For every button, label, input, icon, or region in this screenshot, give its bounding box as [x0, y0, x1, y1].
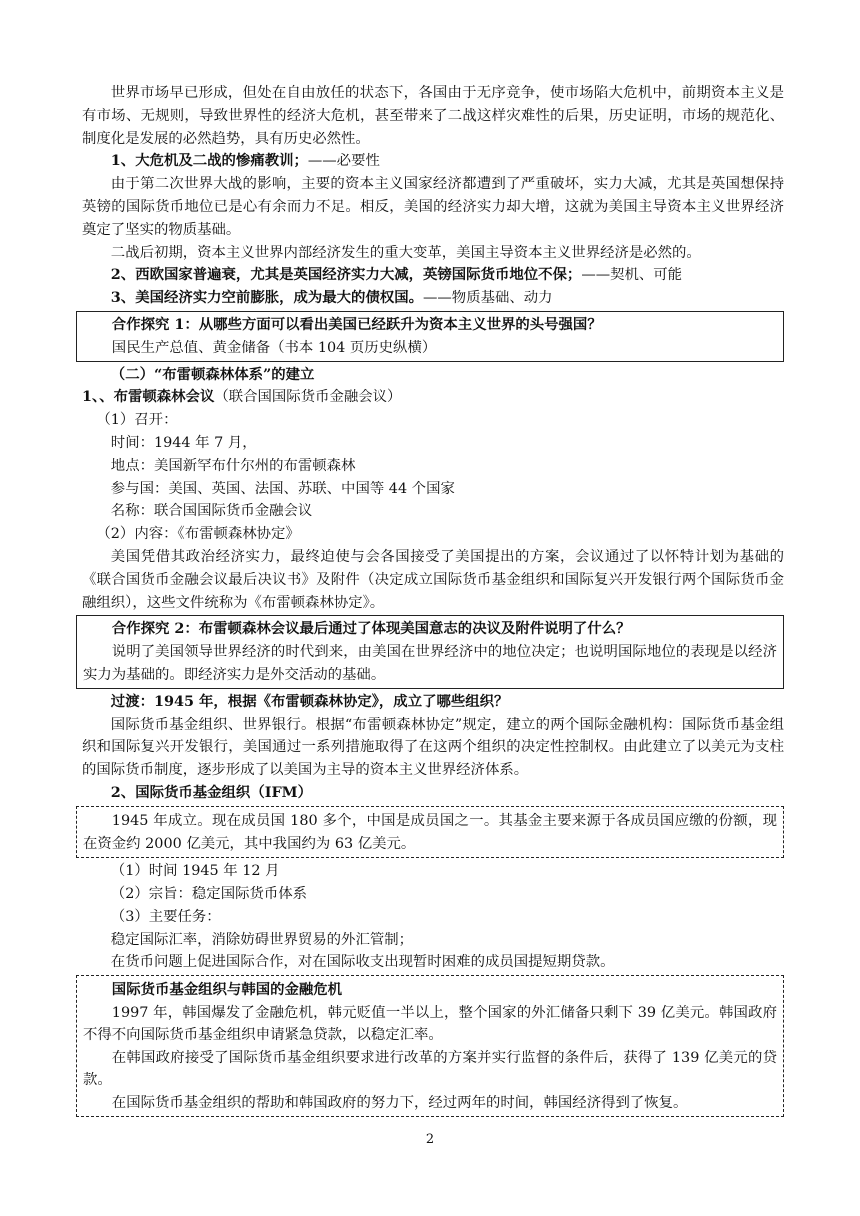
imf-tasks: （3）主要任务：	[110, 908, 221, 925]
section-2-sub1-bold: 1、、布雷顿森林会议	[82, 388, 215, 406]
heading-3	[82, 287, 784, 310]
explore-1-answer: 国民生产总值、黄金储备（书本 104 页历史纵横）	[111, 339, 437, 356]
convene-label: （1）召开：	[96, 412, 178, 429]
explore-box-1	[76, 311, 784, 362]
transition-question: 过渡：1945 年，根据《布雷顿森林协定》，成立了哪些组织？	[110, 692, 509, 710]
intro-paragraph: 世界市场早已形成，但处在自由放任的状态下，各国由于无序竞争，使市场陷大危机中，前期资本主义是有市场、无规则，导致世界性的经济大危机，甚至带来了二战这样灾难性的后果，历史证明，市场的规范化、制度化是发展的必然趋势，具有历史必然性。	[82, 85, 784, 147]
imf-note-box	[76, 806, 784, 859]
content-text: 美国凭借其政治经济实力，最终迫使与会各国接受了美国提出的方案，会议通过了以怀特计划为基础的《联合国货币金融会议最后决议书》及附件（决定成立国际货币基金组织和国际复兴开发银行两个国际货币金融组织），这些文件统称为《布雷顿森林协定》。	[82, 548, 784, 611]
content-label-bold: （2）内容：	[96, 526, 178, 543]
imf-title: 2、国际货币基金组织（IFM）	[110, 783, 312, 801]
korea-paragraph-1: 1997 年，韩国爆发了金融危机，韩元贬值一半以上，整个国家的外汇储备只剩下 39 亿美元。韩国政府不得不向国际货币基金组织申请紧急贷款，以稳定汇率。	[83, 1004, 777, 1044]
heading-1-tail: ——必要性	[307, 153, 380, 170]
korea-case-box	[76, 975, 784, 1117]
transition-answer: 国际货币基金组织、世界银行。根据“布雷顿森林协定”规定，建立的两个国际金融机构：国际货币基金组织和国际复兴开发银行，美国通过一系列措施取得了在这两个组织的决定性控制权。由此建立了以美元为支柱的国际货币制度，逐步形成了以美国为主导的资本主义世界经济体系。	[82, 716, 784, 779]
explore-1-question: 合作探究 1：从哪些方面可以看出美国已经跃升为资本主义世界的头号强国？	[111, 315, 602, 333]
imf-time: （1）时间 1945 年 12 月	[110, 863, 280, 880]
content-label-tail: 《布雷顿森林协定》	[177, 526, 300, 543]
section-2-title: （二）“布雷顿森林体系”的建立	[110, 365, 315, 383]
explore-box-2	[76, 615, 784, 688]
heading-3-bold: 3、美国经济实力空前膨胀，成为最大的债权国。	[110, 289, 424, 307]
heading-1-bold: 1、大危机及二战的惨痛教训；	[110, 152, 308, 170]
explore-2-answer: 说明了美国领导世界经济的时代到来，由美国在世界经济中的地位决定；也说明国际地位的表现是以经济实力为基础的。即经济实力是外交活动的基础。	[83, 644, 777, 683]
meeting-time: 时间：1944 年 7 月，	[110, 434, 257, 451]
document-page	[82, 82, 784, 1119]
explore-2-question: 合作探究 2：布雷顿森林会议最后通过了体现美国意志的决议及附件说明了什么？	[111, 620, 631, 638]
section-2-sub1-tail: （联合国国际货币金融会议）	[214, 389, 402, 406]
meeting-name: 名称：联合国国际货币金融会议	[110, 503, 313, 520]
paragraph-2: 由于第二次世界大战的影响，主要的资本主义国家经济都遭到了严重破坏，实力大减，尤其是英国想保持英镑的国际货币地位已是心有余而力不足。相反，美国的经济实力却大增，这就为美国主导资本主义世界经济奠定了坚实的物质基础。	[82, 176, 784, 238]
content-label	[82, 523, 784, 546]
imf-aim: （2）宗旨：稳定国际货币体系	[110, 886, 308, 903]
korea-title: 国际货币基金组织与韩国的金融危机	[111, 981, 343, 999]
page-number: 2	[425, 1132, 435, 1147]
meeting-members: 参与国：美国、英国、法国、苏联、中国等 44 个国家	[110, 480, 455, 497]
korea-paragraph-2: 在韩国政府接受了国际货币基金组织要求进行改革的方案并实行监督的条件后，获得了 139 亿美元的贷款。	[83, 1049, 777, 1089]
heading-2-bold: 2、西欧国家普遍衰，尤其是英国经济实力大减，英镑国际货币地位不保；	[110, 266, 582, 284]
imf-note: 1945 年成立。现在成员国 180 多个，中国是成员国之一。其基金主要来源于各成员国应缴的份额，现在资金约 2000 亿美元，其中我国约为 63 亿美元。	[83, 812, 777, 852]
heading-1	[82, 150, 784, 173]
paragraph-3: 二战后初期，资本主义世界内部经济发生的重大变革，美国主导资本主义世界经济是必然的。	[110, 244, 701, 261]
heading-2	[82, 264, 784, 287]
meeting-place: 地点：美国新罕布什尔州的布雷顿森林	[110, 457, 356, 474]
imf-task-1: 稳定国际汇率，消除妨碍世界贸易的外汇管制；	[110, 931, 414, 948]
heading-2-tail: ——契机、可能	[581, 267, 683, 284]
korea-paragraph-3: 在国际货币基金组织的帮助和韩国政府的努力下，经过两年的时间，韩国经济得到了恢复。	[111, 1094, 688, 1111]
imf-task-2: 在货币问题上促进国际合作，对在国际收支出现暂时困难的成员国提短期贷款。	[110, 954, 615, 971]
section-2-sub1	[82, 386, 784, 409]
heading-3-tail: ——物质基础、动力	[423, 290, 553, 307]
